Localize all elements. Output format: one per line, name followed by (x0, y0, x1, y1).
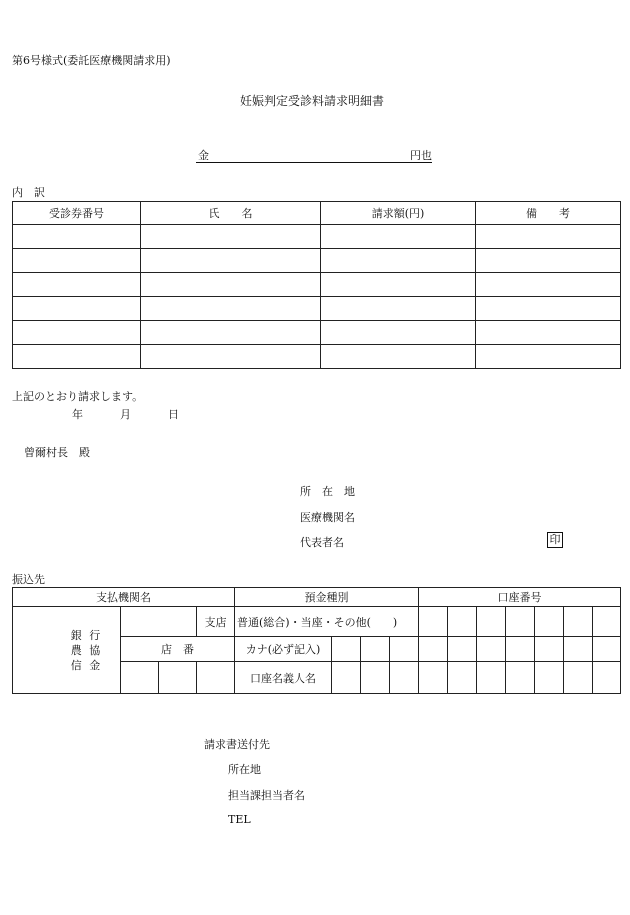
header-deposit-type: 預金種別 (235, 588, 419, 607)
bank-type-shinkin: 信 金 (70, 658, 103, 672)
account-holder-label: 口座名義人名 (235, 662, 332, 694)
store-number-digit[interactable] (197, 662, 235, 694)
issuer-institution-label: 医療機関名 (300, 511, 355, 524)
bank-name-field[interactable] (121, 607, 197, 637)
holder-cell[interactable] (448, 662, 477, 694)
table-row (13, 345, 621, 369)
send-to-tel: TEL (228, 813, 251, 826)
bank-type-cell (13, 607, 121, 694)
kana-cell[interactable] (593, 637, 621, 662)
header-name: 氏 名 (141, 202, 321, 225)
kana-cell[interactable] (564, 637, 593, 662)
table-cell[interactable] (476, 273, 621, 297)
account-digit[interactable] (477, 607, 506, 637)
kana-cell[interactable] (419, 637, 448, 662)
table-row (13, 249, 621, 273)
kana-cell[interactable] (477, 637, 506, 662)
header-payer: 支払機関名 (13, 588, 235, 607)
send-to-label: 請求書送付先 (204, 738, 270, 751)
table-cell[interactable] (476, 249, 621, 273)
table-cell[interactable] (476, 321, 621, 345)
transfer-label: 振込先 (12, 573, 45, 586)
table-cell[interactable] (13, 345, 141, 369)
breakdown-table (12, 201, 621, 369)
holder-cell[interactable] (506, 662, 535, 694)
holder-cell[interactable] (477, 662, 506, 694)
table-cell[interactable] (141, 249, 321, 273)
account-digit[interactable] (448, 607, 477, 637)
addressee: 曾爾村長 殿 (24, 446, 90, 459)
table-cell[interactable] (321, 249, 476, 273)
breakdown-label: 内 訳 (12, 186, 45, 199)
table-cell[interactable] (321, 225, 476, 249)
header-remarks: 備 考 (476, 202, 621, 225)
kana-cell[interactable] (332, 637, 361, 662)
holder-cell[interactable] (419, 662, 448, 694)
amount-field[interactable] (196, 146, 432, 163)
kana-cell[interactable] (390, 637, 419, 662)
header-claim-amount: 請求額(円) (321, 202, 476, 225)
table-cell[interactable] (13, 249, 141, 273)
header-account-number: 口座番号 (419, 588, 621, 607)
account-digit[interactable] (535, 607, 564, 637)
table-cell[interactable] (141, 297, 321, 321)
bank-type-agri-coop: 農 協 (70, 643, 103, 657)
table-cell[interactable] (141, 345, 321, 369)
table-row (13, 273, 621, 297)
table-cell[interactable] (13, 321, 141, 345)
table-cell[interactable] (321, 297, 476, 321)
table-cell[interactable] (13, 273, 141, 297)
holder-cell[interactable] (535, 662, 564, 694)
page-title: 妊娠判定受診料請求明細書 (240, 94, 385, 108)
table-cell[interactable] (476, 225, 621, 249)
holder-cell[interactable] (390, 662, 419, 694)
account-digit[interactable] (564, 607, 593, 637)
table-row (13, 321, 621, 345)
form-number: 第6号様式(委託医療機関請求用) (12, 54, 171, 67)
table-cell[interactable] (13, 297, 141, 321)
amount-prefix: 金 (198, 149, 209, 162)
kana-cell[interactable] (535, 637, 564, 662)
transfer-table (12, 587, 621, 694)
request-statement: 上記のとおり請求します。 (12, 390, 144, 403)
table-row (13, 225, 621, 249)
table-cell[interactable] (141, 273, 321, 297)
table-cell[interactable] (321, 345, 476, 369)
deposit-options: 普通(総合)・当座・その他( ) (235, 607, 419, 637)
bank-type-bank: 銀 行 (70, 628, 103, 642)
store-number-digit[interactable] (159, 662, 197, 694)
table-cell[interactable] (141, 321, 321, 345)
holder-cell[interactable] (564, 662, 593, 694)
table-cell[interactable] (13, 225, 141, 249)
account-digit[interactable] (506, 607, 535, 637)
table-row (13, 297, 621, 321)
kana-label: カナ(必ず記入) (235, 637, 332, 662)
issuer-address-label: 所 在 地 (300, 485, 355, 498)
store-number-digit[interactable] (121, 662, 159, 694)
date-year: 年 (72, 408, 83, 421)
send-to-contact: 担当課担当者名 (228, 789, 305, 802)
send-to-address: 所在地 (228, 763, 261, 776)
kana-cell[interactable] (506, 637, 535, 662)
amount-suffix: 円也 (410, 149, 432, 162)
kana-cell[interactable] (361, 637, 390, 662)
table-cell[interactable] (141, 225, 321, 249)
account-digit[interactable] (419, 607, 448, 637)
header-ticket-number: 受診券番号 (13, 202, 141, 225)
branch-label: 支店 (197, 607, 235, 637)
date-month: 月 (120, 408, 131, 421)
holder-cell[interactable] (361, 662, 390, 694)
store-number-label: 店 番 (121, 637, 235, 662)
table-cell[interactable] (476, 297, 621, 321)
account-digit[interactable] (593, 607, 621, 637)
holder-cell[interactable] (593, 662, 621, 694)
table-cell[interactable] (321, 273, 476, 297)
date-day: 日 (168, 408, 179, 421)
table-cell[interactable] (321, 321, 476, 345)
kana-cell[interactable] (448, 637, 477, 662)
table-cell[interactable] (476, 345, 621, 369)
issuer-representative-label: 代表者名 (300, 536, 344, 549)
seal-mark: 印 (547, 532, 563, 548)
holder-cell[interactable] (332, 662, 361, 694)
